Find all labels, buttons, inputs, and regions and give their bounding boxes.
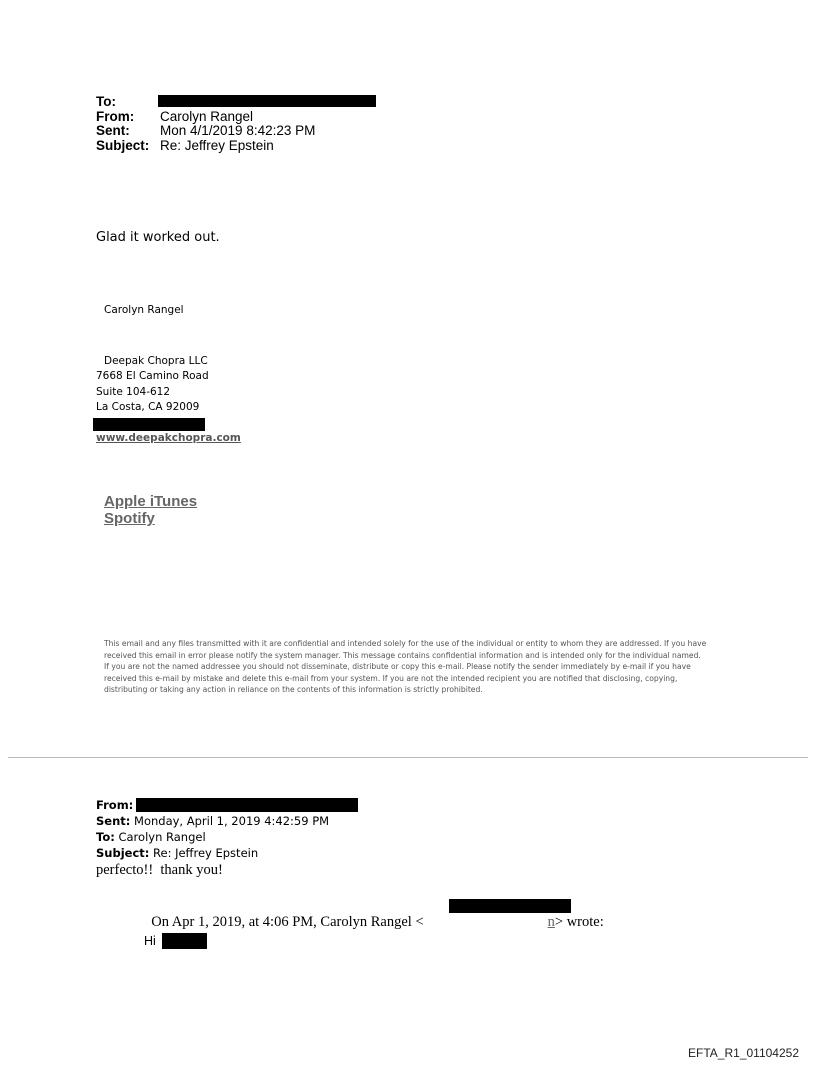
document-id: EFTA_R1_01104252 <box>688 1046 799 1060</box>
to-redaction <box>158 95 376 107</box>
reply-text: perfecto!! thank you! <box>96 862 223 878</box>
from-value: Carolyn Rangel <box>160 108 254 124</box>
spotify-link[interactable]: Spotify <box>104 510 155 527</box>
greeting-name-redaction <box>162 933 207 949</box>
sent-value: Mon 4/1/2019 8:42:23 PM <box>160 123 316 138</box>
sent-row <box>96 124 315 139</box>
quoted-sent-row <box>96 813 329 829</box>
quoted-from-label: From: <box>96 798 134 812</box>
confidentiality-disclaimer: This email and any files transmitted with it are confidential and intended solely for the use of the individual or entity to whom they are addressed. If you have received this email in error please notify the system manager. This message contains confidential information and is intended only for the individual named. If you are not the named addressee you should not disseminate, distribute or copy this e-mail. Please notify the sender immediately by e-mail if you have received this e-mail by mistake and delete this e-mail from your system. If you are not the intended recipient you are notified that disclosing, copying, distributing or taking any action in reliance on the contents of this information is strictly prohibited. <box>104 639 707 694</box>
from-label: From: <box>96 108 135 124</box>
phone-redaction <box>93 418 205 431</box>
subject-row <box>96 139 315 154</box>
attribution-suffix: > wrote: <box>554 914 604 930</box>
quoted-subject-label: Subject: <box>96 846 150 860</box>
signature-name: Carolyn Rangel <box>104 304 184 316</box>
subject-value: Re: Jeffrey Epstein <box>160 137 274 153</box>
attribution-prefix: On Apr 1, 2019, at 4:06 PM, Carolyn Rangel < <box>151 914 424 930</box>
message-body: Glad it worked out. <box>96 230 220 245</box>
quoted-to-value: Carolyn Rangel <box>118 830 206 844</box>
signature-city: La Costa, CA 92009 <box>96 401 200 413</box>
quoted-subject-row <box>96 845 329 861</box>
email-redaction <box>449 899 571 913</box>
from-row <box>96 110 315 125</box>
signature-address2: Suite 104-612 <box>96 386 171 398</box>
quoted-subject-value: Re: Jeffrey Epstein <box>153 846 259 860</box>
signature-company: Deepak Chopra LLC <box>104 355 208 367</box>
quoted-sent-value: Monday, April 1, 2019 4:42:59 PM <box>134 814 330 828</box>
apple-itunes-link[interactable]: Apple iTunes <box>104 493 198 510</box>
quoted-sent-label: Sent: <box>96 814 131 828</box>
quoted-from-redaction <box>136 798 358 812</box>
quoted-greeting: Hi <box>144 934 156 948</box>
email-tail: n <box>547 914 555 930</box>
sent-label: Sent: <box>96 123 130 138</box>
to-label: To: <box>96 94 116 109</box>
quoted-to-row <box>96 829 329 845</box>
divider <box>8 757 808 758</box>
signature-address1: 7668 El Camino Road <box>96 370 209 382</box>
quoted-to-label: To: <box>96 830 115 844</box>
subject-label: Subject: <box>96 137 150 153</box>
website-link[interactable]: www.deepakchopra.com <box>96 432 241 444</box>
